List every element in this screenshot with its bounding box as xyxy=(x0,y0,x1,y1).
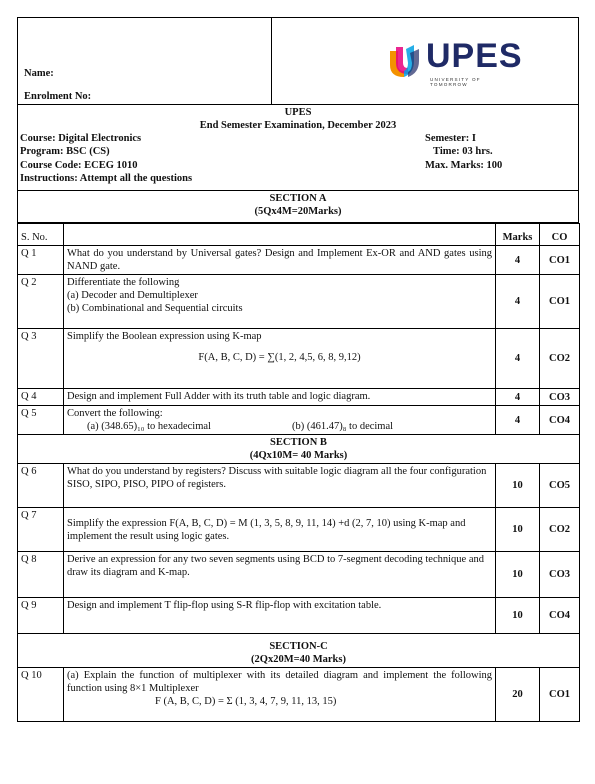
question-co: CO1 xyxy=(540,668,580,722)
question-formula: F (A, B, C, D) = Σ (1, 3, 4, 7, 9, 11, 13, 15) xyxy=(155,696,337,707)
upes-logo xyxy=(386,37,523,89)
question-marks: 10 xyxy=(496,552,540,598)
question-parts xyxy=(67,420,492,433)
question-co: CO2 xyxy=(540,329,580,389)
question-number: Q 9 xyxy=(18,598,64,634)
question-marks: 4 xyxy=(496,389,540,406)
question-marks: 4 xyxy=(496,246,540,275)
col-sno: S. No. xyxy=(18,224,64,246)
question-marks: 10 xyxy=(496,508,540,552)
header-box xyxy=(17,17,579,105)
section-c-cell xyxy=(18,634,580,668)
col-co: CO xyxy=(540,224,580,246)
question-text: Simplify the expression F(A, B, C, D) = M (1, 3, 5, 8, 9, 11, 14) +d (2, 7, 10) using K-map and implement the result using logic gates. xyxy=(64,508,496,552)
exam-info xyxy=(17,105,579,190)
logo-wordmark: UPES xyxy=(426,37,523,75)
table-row xyxy=(18,598,580,634)
section-a-subtitle: (5Qx4M=20Marks) xyxy=(254,206,342,217)
time-allowed: Time: 03 hrs. xyxy=(433,146,493,157)
section-b-title: SECTION B xyxy=(270,437,327,448)
question-text: What do you understand by registers? Discuss with suitable logic diagram all the four configuration SISO, SIPO, PISO, PIPO of registers. xyxy=(64,464,496,508)
col-question xyxy=(64,224,496,246)
table-row xyxy=(18,508,580,552)
question-co: CO4 xyxy=(540,406,580,435)
question-paper xyxy=(17,17,579,722)
question-text xyxy=(64,406,496,435)
table-row xyxy=(18,668,580,722)
question-marks: 10 xyxy=(496,598,540,634)
table-header-row xyxy=(18,224,580,246)
table-row xyxy=(18,389,580,406)
name-label: Name: xyxy=(24,68,54,79)
section-c-heading xyxy=(18,634,580,668)
instructions: Instructions: Attempt all the questions xyxy=(20,173,193,184)
questions-table xyxy=(17,223,580,722)
question-number: Q 2 xyxy=(18,275,64,329)
section-a-title: SECTION A xyxy=(269,193,327,204)
question-marks: 4 xyxy=(496,406,540,435)
header-divider xyxy=(271,18,272,104)
question-number: Q 8 xyxy=(18,552,64,598)
section-a-heading xyxy=(17,190,579,223)
question-text xyxy=(64,668,496,722)
question-formula: F(A, B, C, D) = ∑(1, 2, 4,5, 6, 8, 9,12) xyxy=(198,352,361,363)
question-line: Differentiate the following xyxy=(67,277,180,288)
question-text: Design and implement T flip-flop using S-R flip-flop with excitation table. xyxy=(64,598,496,634)
question-marks: 10 xyxy=(496,464,540,508)
question-number: Q 1 xyxy=(18,246,64,275)
question-co: CO5 xyxy=(540,464,580,508)
question-co: CO2 xyxy=(540,508,580,552)
question-text: Derive an expression for any two seven segments using BCD to 7-segment decoding technique and draw its diagram and K-map. xyxy=(64,552,496,598)
semester: Semester: I xyxy=(425,133,477,144)
enrolment-label: Enrolment No: xyxy=(24,91,92,102)
question-text: What do you understand by Universal gates? Design and Implement Ex-OR and AND gates using NAND gate. xyxy=(64,246,496,275)
section-b-subtitle: (4Qx10M= 40 Marks) xyxy=(249,450,348,461)
question-line: (a) Explain the function of multiplexer with its detailed diagram and implement the following function using 8×1 Multiplexer xyxy=(67,670,492,694)
question-co: CO3 xyxy=(540,389,580,406)
course-code: Course Code: ECEG 1010 xyxy=(20,160,138,171)
table-row xyxy=(18,275,580,329)
question-co: CO3 xyxy=(540,552,580,598)
question-line: Convert the following: xyxy=(67,408,163,419)
logo-tagline: UNIVERSITY OF TOMORROW xyxy=(430,77,481,87)
question-number: Q 6 xyxy=(18,464,64,508)
question-part-a: (a) (348.65)₁₀ to hexadecimal xyxy=(87,421,211,432)
question-line: Simplify the Boolean expression using K-map xyxy=(67,331,262,342)
section-c-subtitle: (2Qx20M=40 Marks) xyxy=(251,654,346,665)
col-marks: Marks xyxy=(496,224,540,246)
question-text: Design and implement Full Adder with its truth table and logic diagram. xyxy=(64,389,496,406)
question-marks: 4 xyxy=(496,329,540,389)
question-co: CO1 xyxy=(540,275,580,329)
question-text xyxy=(64,329,496,389)
question-number: Q 10 xyxy=(18,668,64,722)
question-number: Q 3 xyxy=(18,329,64,389)
question-number: Q 4 xyxy=(18,389,64,406)
question-line: (a) Decoder and Demultiplexer xyxy=(67,290,198,301)
table-row xyxy=(18,464,580,508)
section-c-title: SECTION-C xyxy=(269,641,328,652)
course-label: Course: Digital Electronics xyxy=(20,133,142,144)
university-name: UPES xyxy=(284,107,312,118)
table-row xyxy=(18,552,580,598)
table-row xyxy=(18,246,580,275)
question-line: (b) Combinational and Sequential circuits xyxy=(67,303,243,314)
table-row xyxy=(18,329,580,389)
question-marks: 20 xyxy=(496,668,540,722)
question-part-b: (b) (461.47)₈ to decimal xyxy=(292,421,394,432)
question-text xyxy=(64,275,496,329)
upes-logo-mark-icon xyxy=(386,43,422,79)
section-b-heading xyxy=(18,435,580,464)
exam-title: End Semester Examination, December 2023 xyxy=(199,120,397,131)
program-label: Program: BSC (CS) xyxy=(20,146,110,157)
question-co: CO4 xyxy=(540,598,580,634)
question-number: Q 5 xyxy=(18,406,64,435)
section-b-cell xyxy=(18,435,580,464)
max-marks: Max. Marks: 100 xyxy=(425,160,503,171)
question-co: CO1 xyxy=(540,246,580,275)
table-row xyxy=(18,406,580,435)
question-marks: 4 xyxy=(496,275,540,329)
question-number: Q 7 xyxy=(18,508,64,552)
